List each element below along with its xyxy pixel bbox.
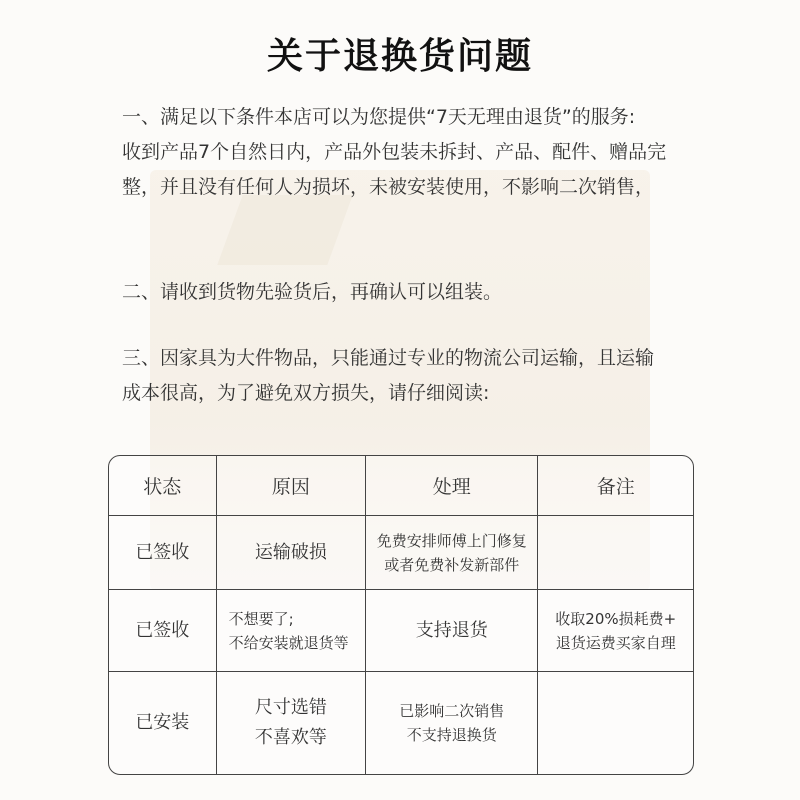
reason-line: 运输破损 — [254, 541, 327, 563]
paragraph-1 — [122, 100, 702, 205]
handling-line: 已影响二次销售 — [399, 702, 505, 720]
status-cell: 已签收 — [109, 516, 217, 590]
paragraph-3-line: 成本很高，为了避免双方损失，请仔细阅读: — [122, 382, 490, 404]
handling-line: 或者免费补发新部件 — [384, 555, 520, 574]
handling-cell — [366, 672, 538, 774]
returns-table — [108, 455, 694, 775]
paragraph-3 — [122, 341, 702, 411]
header-handling: 处理 — [366, 456, 538, 516]
status-cell: 已安装 — [109, 672, 217, 774]
header-note: 备注 — [538, 456, 693, 516]
handling-line: 不支持退换货 — [406, 726, 497, 744]
table-header-row — [109, 456, 693, 516]
table-row — [109, 516, 693, 590]
handling-cell — [366, 590, 538, 672]
handling-line: 免费安排师傅上门修复 — [376, 531, 527, 550]
paragraph-2 — [122, 275, 702, 310]
handling-cell — [366, 516, 538, 590]
note-cell — [538, 590, 693, 672]
reason-cell — [217, 672, 367, 774]
status-cell: 已签收 — [109, 590, 217, 672]
paragraph-3-line: 三、因家具为大件物品，只能通过专业的物流公司运输，且运输 — [122, 347, 655, 369]
paragraph-1-line: 整，并且没有任何人为损坏，未被安装使用，不影响二次销售， — [122, 176, 655, 198]
reason-cell — [217, 516, 367, 590]
handling-line: 支持退货 — [415, 619, 488, 641]
note-cell — [538, 516, 693, 590]
note-line: 退货运费买家自理 — [555, 633, 676, 652]
paragraph-2-line: 二、请收到货物先验货后，再确认可以组装。 — [122, 281, 503, 303]
table-row — [109, 590, 693, 672]
paragraph-1-line: 一、满足以下条件本店可以为您提供“7天无理由退货”的服务: — [122, 106, 636, 128]
reason-line: 不喜欢等 — [254, 727, 327, 748]
reason-line: 不给安装就退货等 — [228, 633, 349, 652]
note-cell — [538, 672, 693, 774]
header-reason: 原因 — [217, 456, 367, 516]
reason-line: 不想要了; — [228, 609, 294, 628]
header-status: 状态 — [109, 456, 217, 516]
page-title: 关于退换货问题 — [266, 36, 533, 77]
reason-cell — [217, 590, 367, 672]
paragraph-1-line: 收到产品7个自然日内，产品外包装未拆封、产品、配件、赠品完 — [122, 141, 667, 163]
reason-line: 尺寸选错 — [254, 697, 327, 718]
note-line: 收取20%损耗费+ — [555, 609, 677, 628]
table-row — [109, 672, 693, 774]
